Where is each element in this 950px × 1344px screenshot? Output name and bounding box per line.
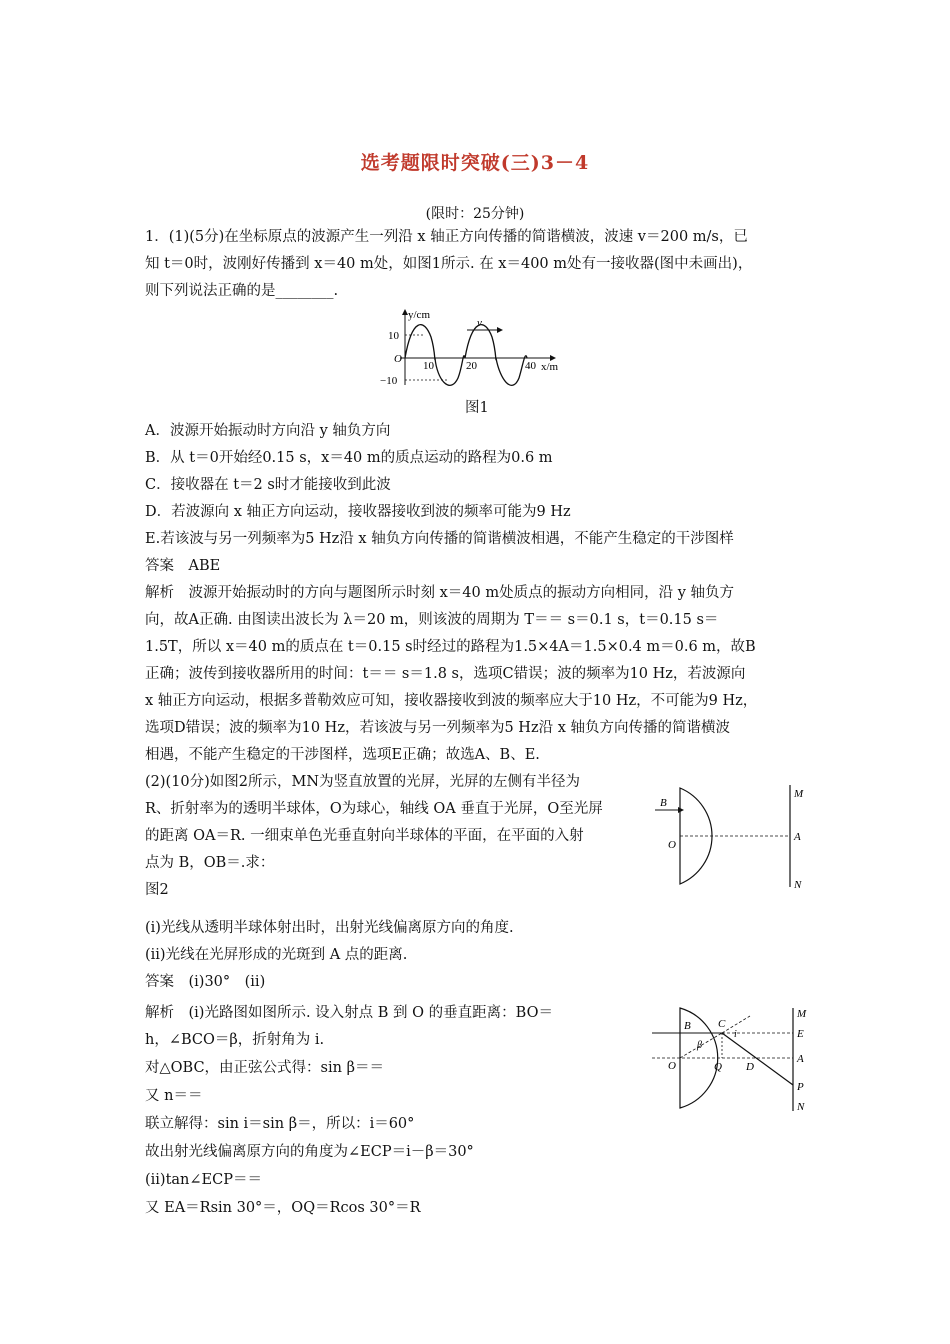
label-p: P [797,1081,804,1093]
option-a: A．波源开始振动时方向沿 y 轴负方向 [145,423,391,439]
q2-item: (ⅰ)光线从透明半球体射出时，出射光线偏离原方向的角度. [145,920,514,936]
x-tick-label: 20 [466,360,477,372]
analysis-2-line: 解析 (ⅰ)光路图如图所示. 设入射点 B 到 O 的垂直距离：BO＝ [145,1005,553,1021]
label-m: M [794,788,804,800]
label-a: A [797,1053,804,1065]
analysis-1-line: x 轴正方向运动，根据多普勒效应可知，接收器接收到波的频率应大于10 Hz，不可能为9 Hz， [145,693,758,709]
figure-1-wave-graph [375,305,575,390]
x-axis-label: x/m [541,361,559,373]
label-o: O [668,1060,676,1072]
answer-1: 答案 ABE [145,558,221,574]
refracted-ray [722,1033,793,1085]
x-tick-label: 40 [525,360,536,372]
option-b: B．从 t＝0开始经0.15 s，x＝40 m的质点运动的路程为0.6 m [145,450,553,466]
analysis-2-line: 故出射光线偏离原方向的角度为∠ECP＝i－β＝30° [145,1144,474,1160]
label-i: i [734,1029,737,1040]
analysis-1-line: 1.5T，所以 x＝40 m的质点在 t＝0.15 s时经过的路程为1.5×4A＝1.5×0.4 m＝0.6 m，故B [145,639,756,655]
analysis-1-line: 解析 波源开始振动时的方向与题图所示时刻 x＝40 m处质点的振动方向相同，沿 y 轴负方 [145,585,735,601]
label-b: B [660,797,667,809]
analysis-1-line: 向，故A正确. 由图读出波长为 λ＝20 m，则该波的周期为 T＝＝ s＝0.1 s，t＝0.15 s＝ [145,612,719,628]
analysis-2-line: 联立解得：sin i＝sin β＝，所以：i＝60° [145,1116,415,1132]
answer-2: 答案 (ⅰ)30° (ⅱ) [145,974,266,990]
origin-label: O [394,353,402,365]
analysis-2-line: 又 n＝＝ [145,1088,203,1104]
label-beta: β [697,1040,702,1051]
analysis-1-line: 选项D错误；波的频率为10 Hz，若该波与另一列频率为5 Hz沿 x 轴负方向传播的简谐横波 [145,720,730,736]
analysis-2-line: 对△OBC，由正弦公式得：sin β＝＝ [145,1060,384,1076]
option-d: D．若波源向 x 轴正方向运动，接收器接收到波的频率可能为9 Hz [145,504,571,520]
label-e: E [797,1028,804,1040]
x-tick-label: 10 [423,360,434,372]
analysis-1-line: 正确；波传到接收器所用的时间：t＝＝ s＝1.8 s，选项C错误；波的频率为10 Hz，若波源向 [145,666,746,682]
analysis-2-line: 又 EA＝Rsin 30°＝，OQ＝Rcos 30°＝R [145,1200,421,1216]
q2-item: (ⅱ)光线在光屏形成的光斑到 A 点的距离. [145,947,408,963]
figure-2-caption: 图2 [145,882,169,898]
q1-intro-line: 则下列说法正确的是________. [145,283,339,299]
label-m: M [797,1008,807,1020]
figure-3-light-path [650,1003,820,1115]
label-d: D [746,1061,754,1073]
analysis-2-line: (ⅱ)tan∠ECP＝＝ [145,1172,262,1188]
q2-intro-line: 点为 B，OB＝.求： [145,855,275,871]
wave-curve [405,325,527,386]
y-axis-label: y/cm [408,309,430,321]
q2-intro-line: (2)(10分)如图2所示，MN为竖直放置的光屏，光屏的左侧有半径为 [145,774,581,790]
y-tick-label: −10 [380,375,398,387]
label-b: B [684,1020,691,1032]
label-n: N [794,879,802,891]
q1-intro-line: 知 t＝0时，波刚好传播到 x＝40 m处，如图1所示. 在 x＝400 m处有一接收器(图中未画出)， [145,256,753,272]
label-n: N [797,1101,805,1113]
label-q: Q [714,1061,722,1073]
velocity-label: v [477,317,482,329]
label-o: O [668,839,676,851]
label-c: C [718,1018,726,1030]
q2-intro-line: 的距离 OA＝R. 一细束单色光垂直射向半球体的平面，在平面的入射 [145,828,584,844]
analysis-2-line: h，∠BCO＝β，折射角为 i. [145,1032,325,1048]
q2-intro-line: R、折射率为的透明半球体，O为球心，轴线 OA 垂直于光屏，O至光屏 [145,801,603,817]
option-e: E.若该波与另一列频率为5 Hz沿 x 轴负方向传播的简谐横波相遇，不能产生稳定的干涉图样 [145,531,734,547]
y-tick-label: 10 [388,330,399,342]
label-a: A [794,831,801,843]
option-c: C．接收器在 t＝2 s时才能接收到此波 [145,477,391,493]
figure-2-hemisphere [650,780,820,892]
figure-1-caption: 图1 [465,400,489,416]
time-limit: (限时：25分钟) [425,206,525,222]
page-title: 选考题限时突破(三)3－4 [360,152,590,174]
q1-intro-line: 1．(1)(5分)在坐标原点的波源产生一列沿 x 轴正方向传播的简谐横波，波速 v＝200 m/s，已 [145,229,748,245]
analysis-1-line: 相遇，不能产生稳定的干涉图样，选项E正确；故选A、B、E. [145,747,540,763]
